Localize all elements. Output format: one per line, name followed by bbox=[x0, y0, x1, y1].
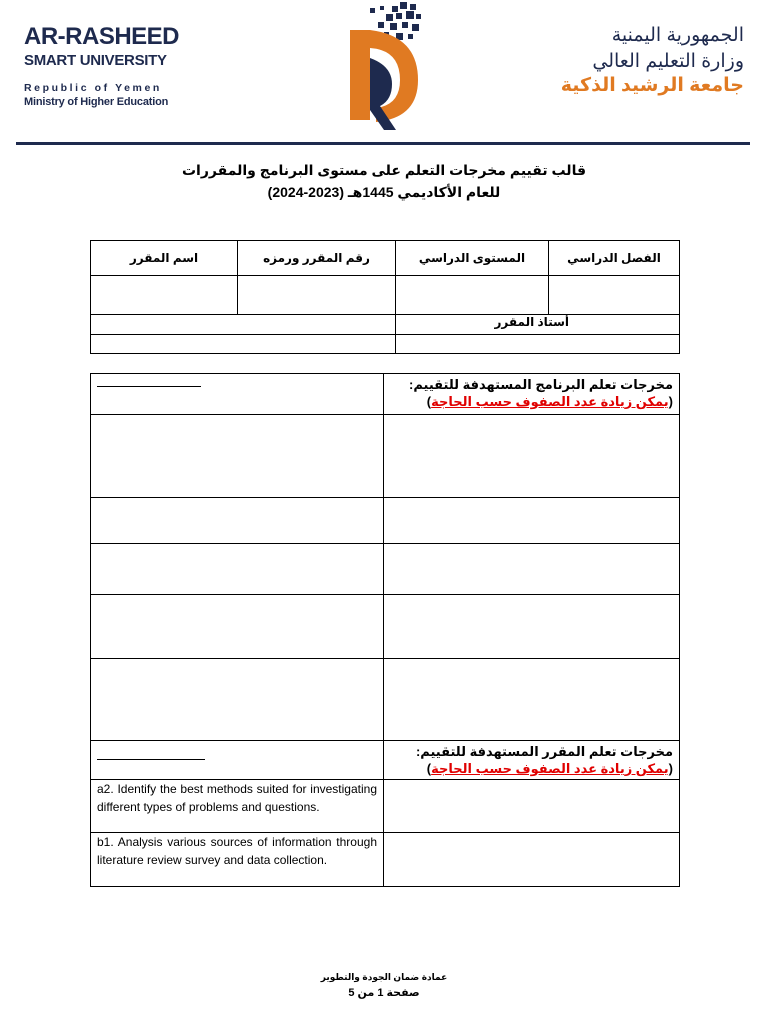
course-outcome-row-right[interactable] bbox=[384, 780, 680, 833]
program-outcomes-close: ) bbox=[426, 394, 432, 409]
program-row-left[interactable] bbox=[91, 595, 384, 659]
course-outcome-row[interactable] bbox=[91, 780, 384, 833]
program-outcomes-label: مخرجات تعلم البرنامج المستهدفة للتقييم: ( bbox=[409, 377, 673, 409]
blank-line bbox=[97, 747, 205, 760]
program-row-right[interactable] bbox=[384, 595, 680, 659]
academic-year: للعام الأكاديمي 1445هـ (2023-2024) bbox=[267, 184, 501, 200]
course-outcome-row[interactable] bbox=[91, 833, 384, 887]
course-outcome-blank[interactable] bbox=[91, 741, 384, 780]
course-outcomes-label: مخرجات تعلم المقرر المستهدفة للتقييم: ( bbox=[415, 744, 673, 776]
program-row-right[interactable] bbox=[384, 544, 680, 595]
outcomes-table bbox=[90, 373, 680, 887]
university-subtitle-en: SMART UNIVERSITY bbox=[24, 52, 167, 69]
program-row-right[interactable] bbox=[384, 498, 680, 544]
header-divider bbox=[16, 142, 750, 145]
document-title: قالب تقييم مخرجات التعلم على مستوى البرنامج والمقررات bbox=[181, 162, 586, 178]
extra-cell-right[interactable] bbox=[396, 335, 680, 354]
course-outcome-text: a2. Identify the best methods suited for investigating different types of problems and questions. bbox=[97, 782, 377, 814]
university-name-en: AR-RASHEED bbox=[24, 23, 180, 50]
semester-cell[interactable] bbox=[549, 276, 680, 315]
course-outcomes-note: يمكن زيادة عدد الصفوف حسب الحاجة bbox=[431, 761, 669, 776]
university-name-ar: جامعة الرشيد الذكية bbox=[560, 75, 744, 96]
page-number: صفحة 1 من 5 bbox=[348, 987, 420, 999]
program-outcomes-header bbox=[384, 374, 680, 415]
level-header: المستوى الدراسي bbox=[396, 241, 549, 276]
instructor-label: أستاذ المقرر bbox=[396, 315, 680, 335]
republic-ar: الجمهورية اليمنية bbox=[611, 25, 744, 46]
course-outcomes-close: ) bbox=[426, 761, 432, 776]
extra-cell-left[interactable] bbox=[91, 335, 396, 354]
course-outcome-text: b1. Analysis various sources of information through literature review survey and data collection. bbox=[97, 835, 377, 867]
program-row-left[interactable] bbox=[91, 544, 384, 595]
semester-header: الفصل الدراسي bbox=[549, 241, 680, 276]
course-outcomes-header bbox=[384, 741, 680, 780]
footer-department: عمادة ضمان الجودة والتطوير bbox=[320, 972, 448, 982]
course-name-header: اسم المقرر bbox=[91, 241, 238, 276]
course-info-table bbox=[90, 240, 680, 354]
university-logo bbox=[340, 0, 430, 136]
course-code-header: رقم المقرر ورمزه bbox=[238, 241, 396, 276]
republic-en: Republic of Yemen bbox=[24, 82, 162, 94]
program-row-left[interactable] bbox=[91, 498, 384, 544]
level-cell[interactable] bbox=[396, 276, 549, 315]
program-outcomes-note: يمكن زيادة عدد الصفوف حسب الحاجة bbox=[431, 394, 669, 409]
program-row-right[interactable] bbox=[384, 659, 680, 741]
program-row-right[interactable] bbox=[384, 415, 680, 498]
program-outcome-blank[interactable] bbox=[91, 374, 384, 415]
program-row-left[interactable] bbox=[91, 659, 384, 741]
course-code-cell[interactable] bbox=[238, 276, 396, 315]
program-row-left[interactable] bbox=[91, 415, 384, 498]
blank-line bbox=[97, 374, 201, 387]
ministry-en: Ministry of Higher Education bbox=[24, 96, 169, 108]
course-outcome-row-right[interactable] bbox=[384, 833, 680, 887]
ministry-ar: وزارة التعليم العالي bbox=[592, 51, 744, 72]
course-name-cell[interactable] bbox=[91, 276, 238, 315]
instructor-value-cell[interactable] bbox=[91, 315, 396, 335]
